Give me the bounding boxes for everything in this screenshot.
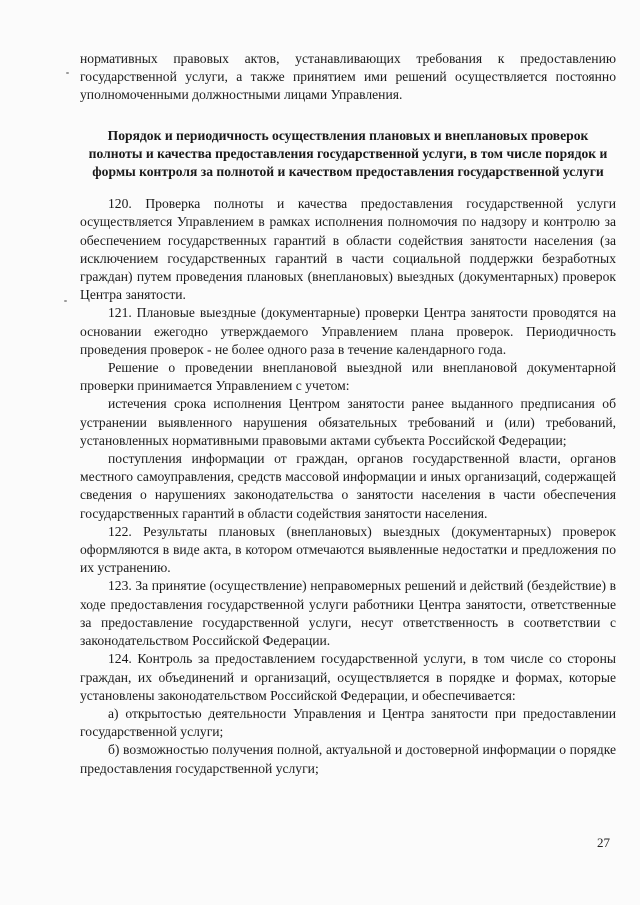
paragraph-124: 124. Контроль за предоставлением государственной услуги, в том числе со стороны граждан, их объединений и организаций, осуществляется в порядке и формах, которые установлены законодательством Российской Федерации, и обеспечивается: — [80, 651, 616, 703]
paragraph-expiry: истечения срока исполнения Центром занятости ранее выданного предписания об устранении выявленного нарушения обязательных требований и (или) требований, установленных нормативными правовыми актами субъекта Российской Федерации; — [80, 396, 616, 448]
paragraph-122: 122. Результаты плановых (внеплановых) выездных (документарных) проверок оформляются в виде акта, в котором отмечаются выявленные недостатки и предложения по их устранению. — [80, 523, 616, 576]
scan-artifact — [64, 300, 67, 302]
paragraph-121: 121. Плановые выездные (документарные) проверки Центра занятости проводятся на основании ежегодно утверждаемого Управлением плана проверок. Периодичность проведения проверок - не более одного раза в течение календарного года. — [80, 305, 616, 357]
paragraph-b: б) возможностью получения полной, актуальной и достоверной информации о порядке предоставления государственной услуги; — [80, 742, 616, 776]
intro-paragraph: нормативных правовых актов, устанавливающих требования к предоставлению государственной услуги, а также принятием ими решений осуществляется постоянно уполномоченными должностными лицами Управления. — [80, 51, 616, 103]
paragraph-a: а) открытостью деятельности Управления и Центра занятости при предоставлении государственной услуги; — [80, 705, 616, 740]
paragraph-120: 120. Проверка полноты и качества предоставления государственной услуги осуществляется Управлением в рамках исполнения полномочия по надзору и контролю за обеспечением государственных гарантий в области содействия занятости населения (за исключением государственных гарантий в части социальной поддержки безработных граждан) путем проведения плановых (внеплановых) выездных (документарных) проверок Центра занятости. — [80, 196, 616, 303]
paragraph-123: 123. За принятие (осуществление) неправомерных решений и действий (бездействие) в ходе предоставления государственной услуги работники Центра занятости, ответственные за предоставление государственной услуги, несут ответственность в соответствии с законодательством Российской Федерации. — [80, 578, 616, 649]
section-heading: Порядок и периодичность осуществления плановых и внеплановых проверок полноты и качества предоставления государственной услуги, в том числе порядок и формы контроля за полнотой и качеством предоставления государственной услуги — [88, 127, 608, 180]
paragraph-decision: Решение о проведении внеплановой выездной или внеплановой документарной проверки принимается Управлением с учетом: — [80, 360, 616, 394]
scan-artifact — [66, 72, 69, 74]
paragraph-information: поступления информации от граждан, органов государственной власти, органов местного самоуправления, средств массовой информации и иных организаций, содержащей сведения о нарушениях законодательства о занятости населения в части обеспечения государственных гарантий в области содействия занятости населения. — [80, 451, 616, 521]
document-body — [80, 50, 616, 778]
page-number: 27 — [597, 835, 610, 850]
